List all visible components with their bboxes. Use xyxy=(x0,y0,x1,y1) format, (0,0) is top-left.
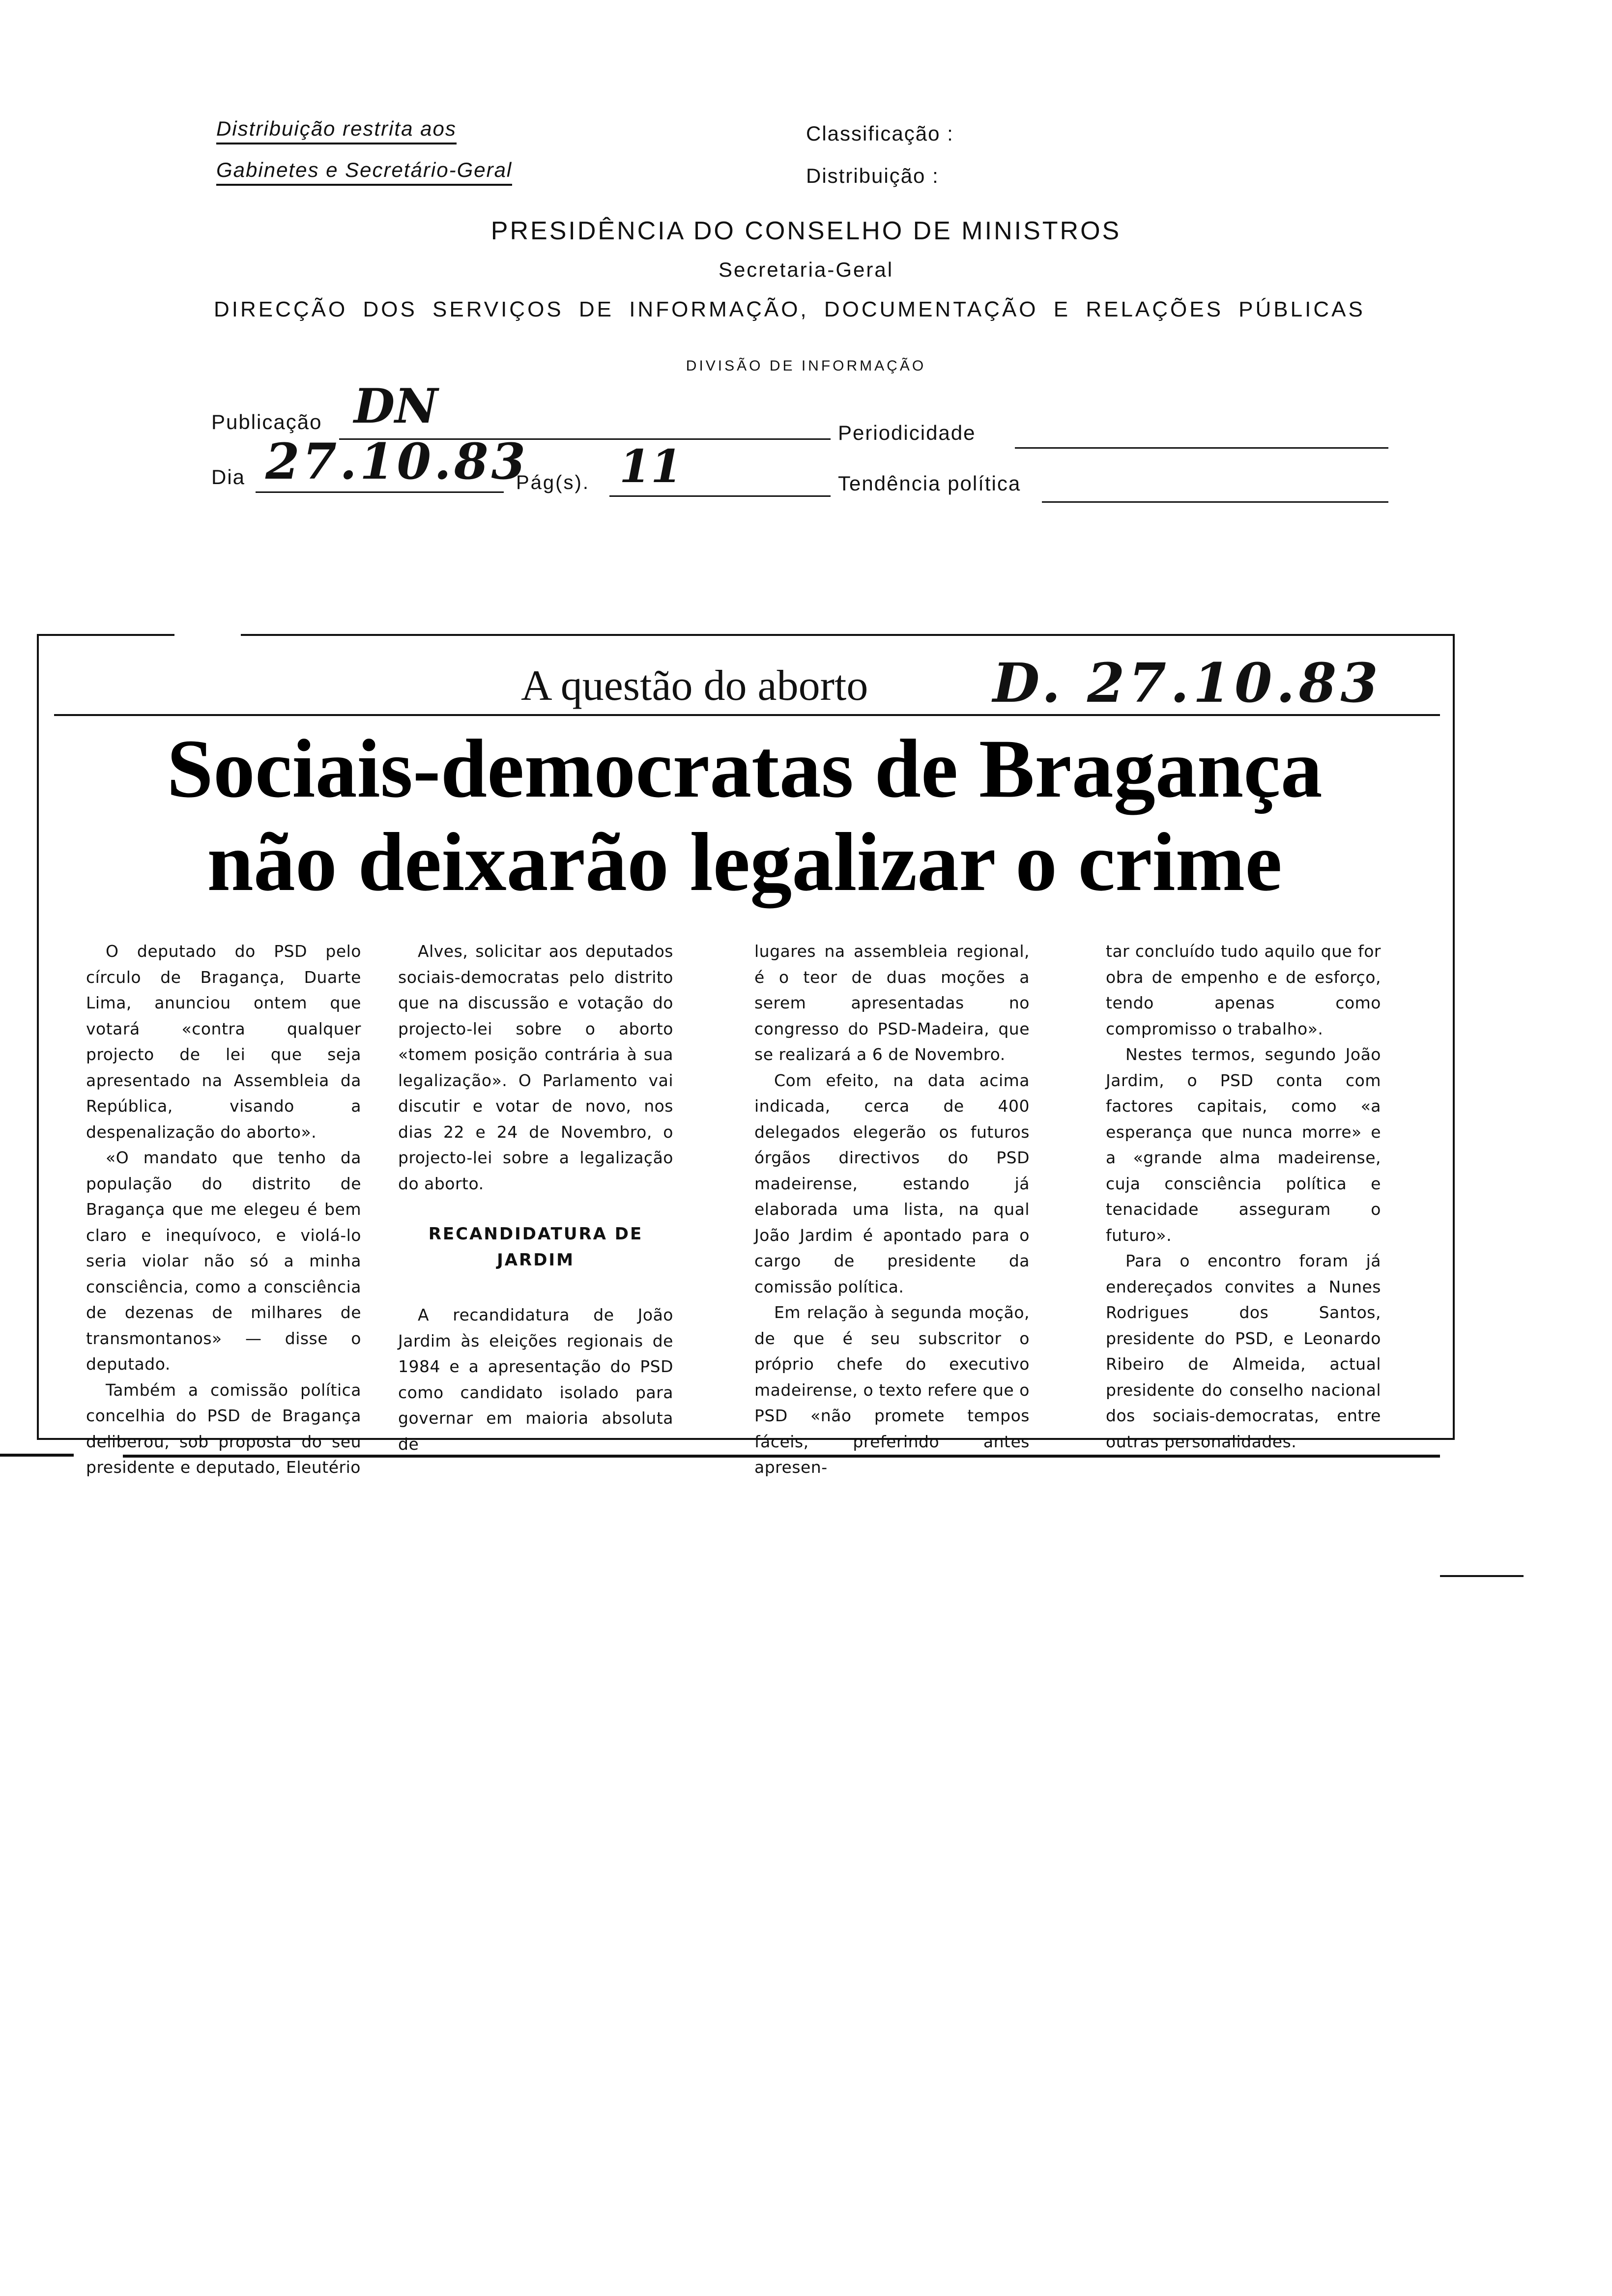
frame-top-rule-left xyxy=(37,634,174,636)
article-paragraph: Para o encontro foram já endereçados convites a Nunes Rodrigues dos Santos, presidente do PSD, e Leonardo Ribeiro de Almeida, actual presidente do conselho nacional dos sociais-democratas, entre outras personalidades. xyxy=(1106,1251,1381,1451)
tendency-label: Tendência política xyxy=(838,472,1021,495)
org-subtitle: Secretaria-Geral xyxy=(718,258,894,281)
division-line: DIVISÃO DE INFORMAÇÃO xyxy=(686,358,926,374)
article-column-1 xyxy=(86,939,361,1481)
pages-field-line xyxy=(609,495,831,497)
article-paragraph: A recandidatura de João Jardim às eleições regionais de 1984 e a apresentação do PSD como candidato isolado para governar em maioria absoluta de xyxy=(398,1305,673,1454)
tendency-field-line xyxy=(1042,501,1388,503)
periodicity-field-line xyxy=(1015,447,1388,449)
article-paragraph: O deputado do PSD pelo círculo de Bragança, Duarte Lima, anunciou ontem que votará «contra qualquer projecto de lei que seja apresentado na Assembleia da República, visando a despenalização do aborto». xyxy=(86,942,361,1142)
pages-handwritten-value: 11 xyxy=(619,440,683,493)
scan-rule-right xyxy=(1440,1575,1524,1577)
kicker: A questão do aborto xyxy=(521,662,868,710)
article-column-2 xyxy=(398,939,673,1457)
org-title: PRESIDÊNCIA DO CONSELHO DE MINISTROS xyxy=(490,217,1122,245)
distribution-restriction-line2: Gabinetes e Secretário-Geral xyxy=(216,158,512,186)
day-label: Dia xyxy=(211,465,246,488)
frame-top-rule-right xyxy=(241,634,1455,636)
day-handwritten-value: 27.10.83 xyxy=(265,432,529,490)
article-paragraph: «O mandato que tenho da população do distrito de Bragança que me elegeu é bem claro e inequívoco, e violá-lo seria violar não só a minha consciência, como a consciência de dezenas de milhares de transmontanos» — disse o deputado. xyxy=(86,1148,361,1374)
directorate-line: DIRECÇÃO DOS SERVIÇOS DE INFORMAÇÃO, DOCUMENTAÇÃO E RELAÇÕES PÚBLICAS xyxy=(214,297,1365,321)
headline-line1: Sociais-democratas de Bragança xyxy=(167,722,1323,815)
periodicity-label: Periodicidade xyxy=(838,421,976,444)
day-field-line xyxy=(256,491,504,493)
article-paragraph: Nestes termos, segundo João Jardim, o PSD conta com factores capitais, como «a esperança que nunca morre» e a «grande alma madeirense, cuja consciência política e tenacidade asseguram o futuro». xyxy=(1106,1045,1381,1245)
scan-rule-left xyxy=(0,1454,74,1457)
headline-line2: não deixarão legalizar o crime xyxy=(207,816,1282,908)
classification-label: Classificação : xyxy=(806,122,954,145)
article-paragraph: Com efeito, na data acima indicada, cerca de 400 delegados elegerão os futuros órgãos directivos do PSD madeirense, estando já elaborada uma lista, na qual João Jardim é apontado para o cargo de presidente da comissão política. xyxy=(754,1070,1030,1296)
scan-rule-long xyxy=(123,1455,1440,1458)
article-paragraph: tar concluído tudo aquilo que for obra de empenho e de esforço, tendo apenas como compromisso o trabalho». xyxy=(1106,942,1381,1038)
subheading-recandidatura: RECANDIDATURA DE JARDIM xyxy=(428,1224,643,1270)
article-paragraph: Também a comissão política concelhia do PSD de Bragança deliberou, sob proposta do seu presidente e deputado, Eleutério xyxy=(86,1380,361,1477)
handwritten-date-note: D. 27.10.83 xyxy=(993,651,1382,715)
article-paragraph: Em relação à segunda moção, de que é seu subscritor o próprio chefe do executivo madeirense, o texto refere que o PSD «não promete tempos fáceis, preferindo antes apresen- xyxy=(754,1303,1030,1477)
article-paragraph: lugares na assembleia regional, é o teor de duas moções a serem apresentadas no congresso do PSD-Madeira, que se realizará a 6 de Novembro. xyxy=(754,942,1030,1064)
pages-label: Pág(s). xyxy=(516,472,590,493)
distribution-restriction-line1: Distribuição restrita aos xyxy=(216,117,457,144)
article-column-4 xyxy=(1106,939,1381,1455)
distribution-label: Distribuição : xyxy=(806,164,939,187)
publication-handwritten-value: DN xyxy=(354,378,438,434)
article-paragraph: Alves, solicitar aos deputados sociais-democratas pelo distrito que na discussão e votação do projecto-lei sobre o aborto «tomem posição contrária à sua legalização». O Parlamento vai discutir e votar de novo, nos dias 22 e 24 de Novembro, o projecto-lei sobre a legalização do aborto. xyxy=(398,942,673,1193)
article-column-3 xyxy=(754,939,1030,1481)
publication-label: Publicação xyxy=(211,410,322,433)
